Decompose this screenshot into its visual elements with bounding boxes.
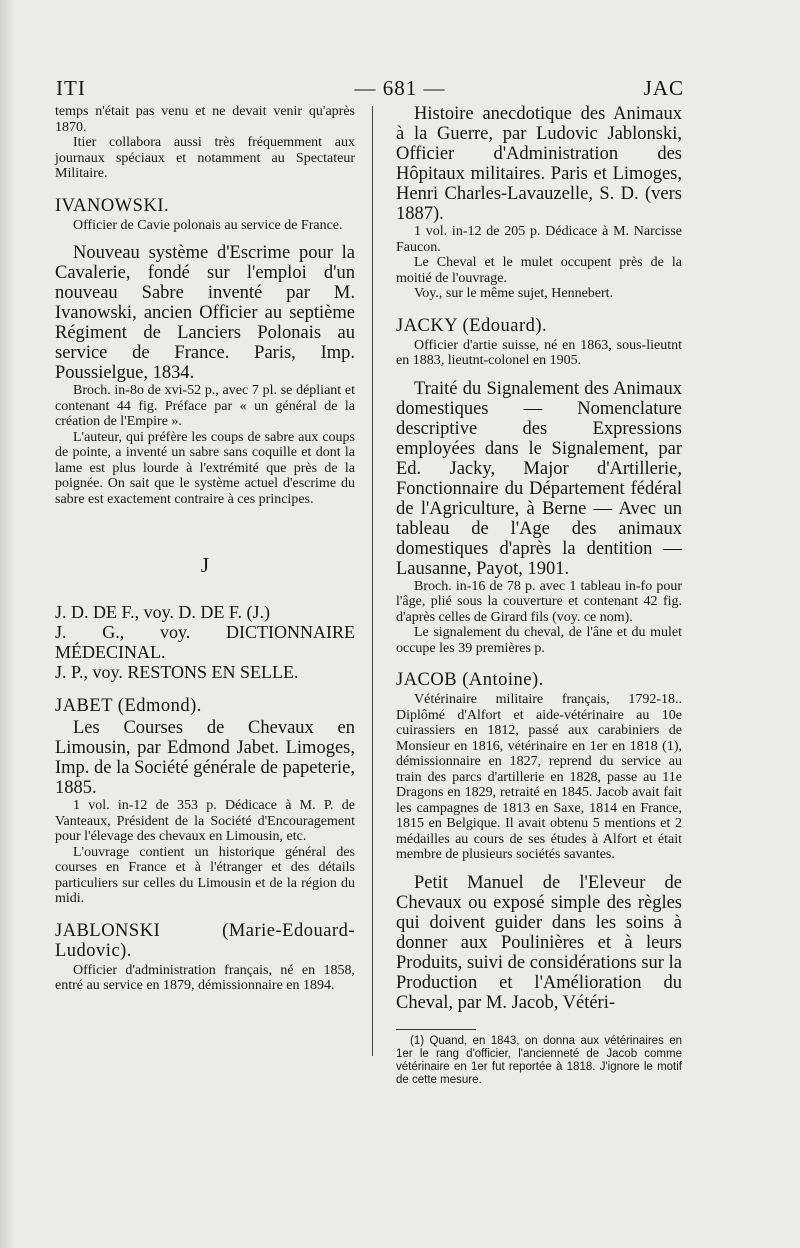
cross-reference-entry: J. P., voy. RESTONS EN SELLE.	[55, 662, 299, 682]
header-right-guide-word: JAC	[643, 76, 684, 100]
cross-reference-entry: J. D. DE F., voy. D. DE F. (J.)	[55, 602, 270, 622]
note-paragraph: Itier collabora aussi très fréquemment aux journaux spéciaux et notamment au Spectateur Militaire.	[55, 135, 355, 181]
column-divider	[372, 106, 373, 1056]
author-heading: JABLONSKI (Marie-Edouard-Ludovic).	[55, 920, 355, 961]
left-column	[55, 104, 355, 994]
note-paragraph: Le signalement du cheval, de l'âne et du mulet occupe les 39 premières p.	[396, 625, 682, 656]
note-paragraph: Voy., sur le même sujet, Hennebert.	[414, 286, 614, 301]
right-column	[396, 104, 682, 1087]
page-gutter-shadow	[0, 0, 14, 1248]
book-title-entry: Histoire anecdotique des Animaux à la Guerre, par Ludovic Jablonski, Officier d'Administration des Hôpitaux militaires. Paris et Limoges, Henri Charles-Lavauzelle, S. D. (vers 1887).	[396, 104, 682, 224]
header-left-guide-word: ITI	[56, 76, 86, 100]
page-number: — 681 —	[354, 76, 446, 100]
note-paragraph: Le Cheval et le mulet occupent près de la moitié de l'ouvrage.	[396, 255, 682, 286]
note-paragraph: 1 vol. in-12 de 205 p. Dédicace à M. Narcisse Faucon.	[396, 224, 682, 255]
book-title-entry: Traité du Signalement des Animaux domestiques — Nomenclature descriptive des Expressions employées dans le Signalement, par Ed. Jacky, Major d'Artillerie, Fonctionnaire du Département fédéral de l'Agriculture, à Berne — Avec un tableau de l'Age des animaux domestiques d'après la dentition — Lausanne, Payot, 1901.	[396, 378, 682, 579]
book-title-entry: Petit Manuel de l'Eleveur de Chevaux ou exposé simple des règles qui doivent guider dans les soins à donner aux Poulinières et à leurs Produits, suivi de considérations sur la Production et l'Amélioration du Cheval, par M. Jacob, Vétéri-	[396, 872, 682, 1013]
note-paragraph: 1 vol. in-12 de 353 p. Dédicace à M. P. de Vanteaux, Président de la Société d'Encouragement pour l'élevage des chevaux en Limousin, etc.	[55, 798, 355, 844]
author-heading: JACKY (Edouard).	[396, 315, 548, 336]
footnote: (1) Quand, en 1843, on donna aux vétérinaires en 1er le rang d'officier, l'ancienneté de Jacob comme vétérinaire en 1er fut reportée à 1818. J'ignore le motif de cette mesure.	[396, 1034, 682, 1086]
note-paragraph: Officier d'administration français, né en 1858, entré au service en 1879, démissionnaire en 1894.	[55, 962, 355, 993]
note-paragraph: L'auteur, qui préfère les coups de sabre aux coups de pointe, a inventé un sabre sans coquille et dont la lame est plus lourde à l'extrémité que près de la poignée. On sait que le système actuel d'escrime du sabre est exactement contraire à ces principes.	[55, 429, 355, 507]
book-title-entry: Les Courses de Chevaux en Limousin, par Edmond Jabet. Limoges, Imp. de la Société générale de papeterie, 1885.	[55, 718, 355, 798]
note-paragraph: Officier d'artie suisse, né en 1863, sous-lieutnt en 1883, lieutnt-colonel en 1905.	[396, 337, 682, 368]
author-heading: IVANOWSKI.	[55, 195, 170, 216]
note-paragraph: Broch. in-8o de xvi-52 p., avec 7 pl. se dépliant et contenant 44 fig. Préface par « un général de la création de l'Empire ».	[55, 383, 355, 429]
note-paragraph: Broch. in-16 de 78 p. avec 1 tableau in-fo pour l'âge, plié sous la couverture et contenant 42 fig. d'après celles de Girard fils (voy. ce nom).	[396, 578, 682, 625]
note-paragraph: Officier de Cavie polonais au service de France.	[73, 217, 343, 233]
cross-reference-entry: J. G., voy. DICTIONNAIRE MÉDECINAL.	[55, 622, 355, 662]
note-paragraph: L'ouvrage contient un historique général des courses en France et à l'étranger et des détails particuliers sur celles du Limousin et de la région du midi.	[55, 844, 355, 906]
author-heading: JACOB (Antoine).	[396, 670, 544, 690]
note-paragraph: Vétérinaire militaire français, 1792-18.. Diplômé d'Alfort et aide-vétérinaire au 10e cuirassiers en 1812, passé aux carabiniers de Monsieur en 1816, vétérinaire en 1er en 1818 (1), démissionnaire en 1827, reprend du service au train des parcs d'artillerie en 1828, passe au 11e Dragons en 1829, retraité en 1845. Jacob avait fait les campagnes de 1813 en Saxe, 1814 en France, 1815 en Belgique. Il avait obtenu 5 mentions et 2 médailles au cours de ses études à Alfort et était membre de plusieurs sociétés savantes.	[396, 692, 682, 862]
section-letter: J	[200, 553, 210, 577]
footnote-rule	[396, 1029, 476, 1030]
book-title-entry: Nouveau système d'Escrime pour la Cavalerie, fondé sur l'emploi d'un nouveau Sabre inventé par M. Ivanowski, ancien Officier au septième Régiment de Lanciers Polonais au service de France. Paris, Imp. Poussielgue, 1834.	[55, 243, 355, 383]
author-heading: JABET (Edmond).	[55, 696, 202, 716]
note-paragraph: temps n'était pas venu et ne devait venir qu'après 1870.	[55, 104, 355, 135]
